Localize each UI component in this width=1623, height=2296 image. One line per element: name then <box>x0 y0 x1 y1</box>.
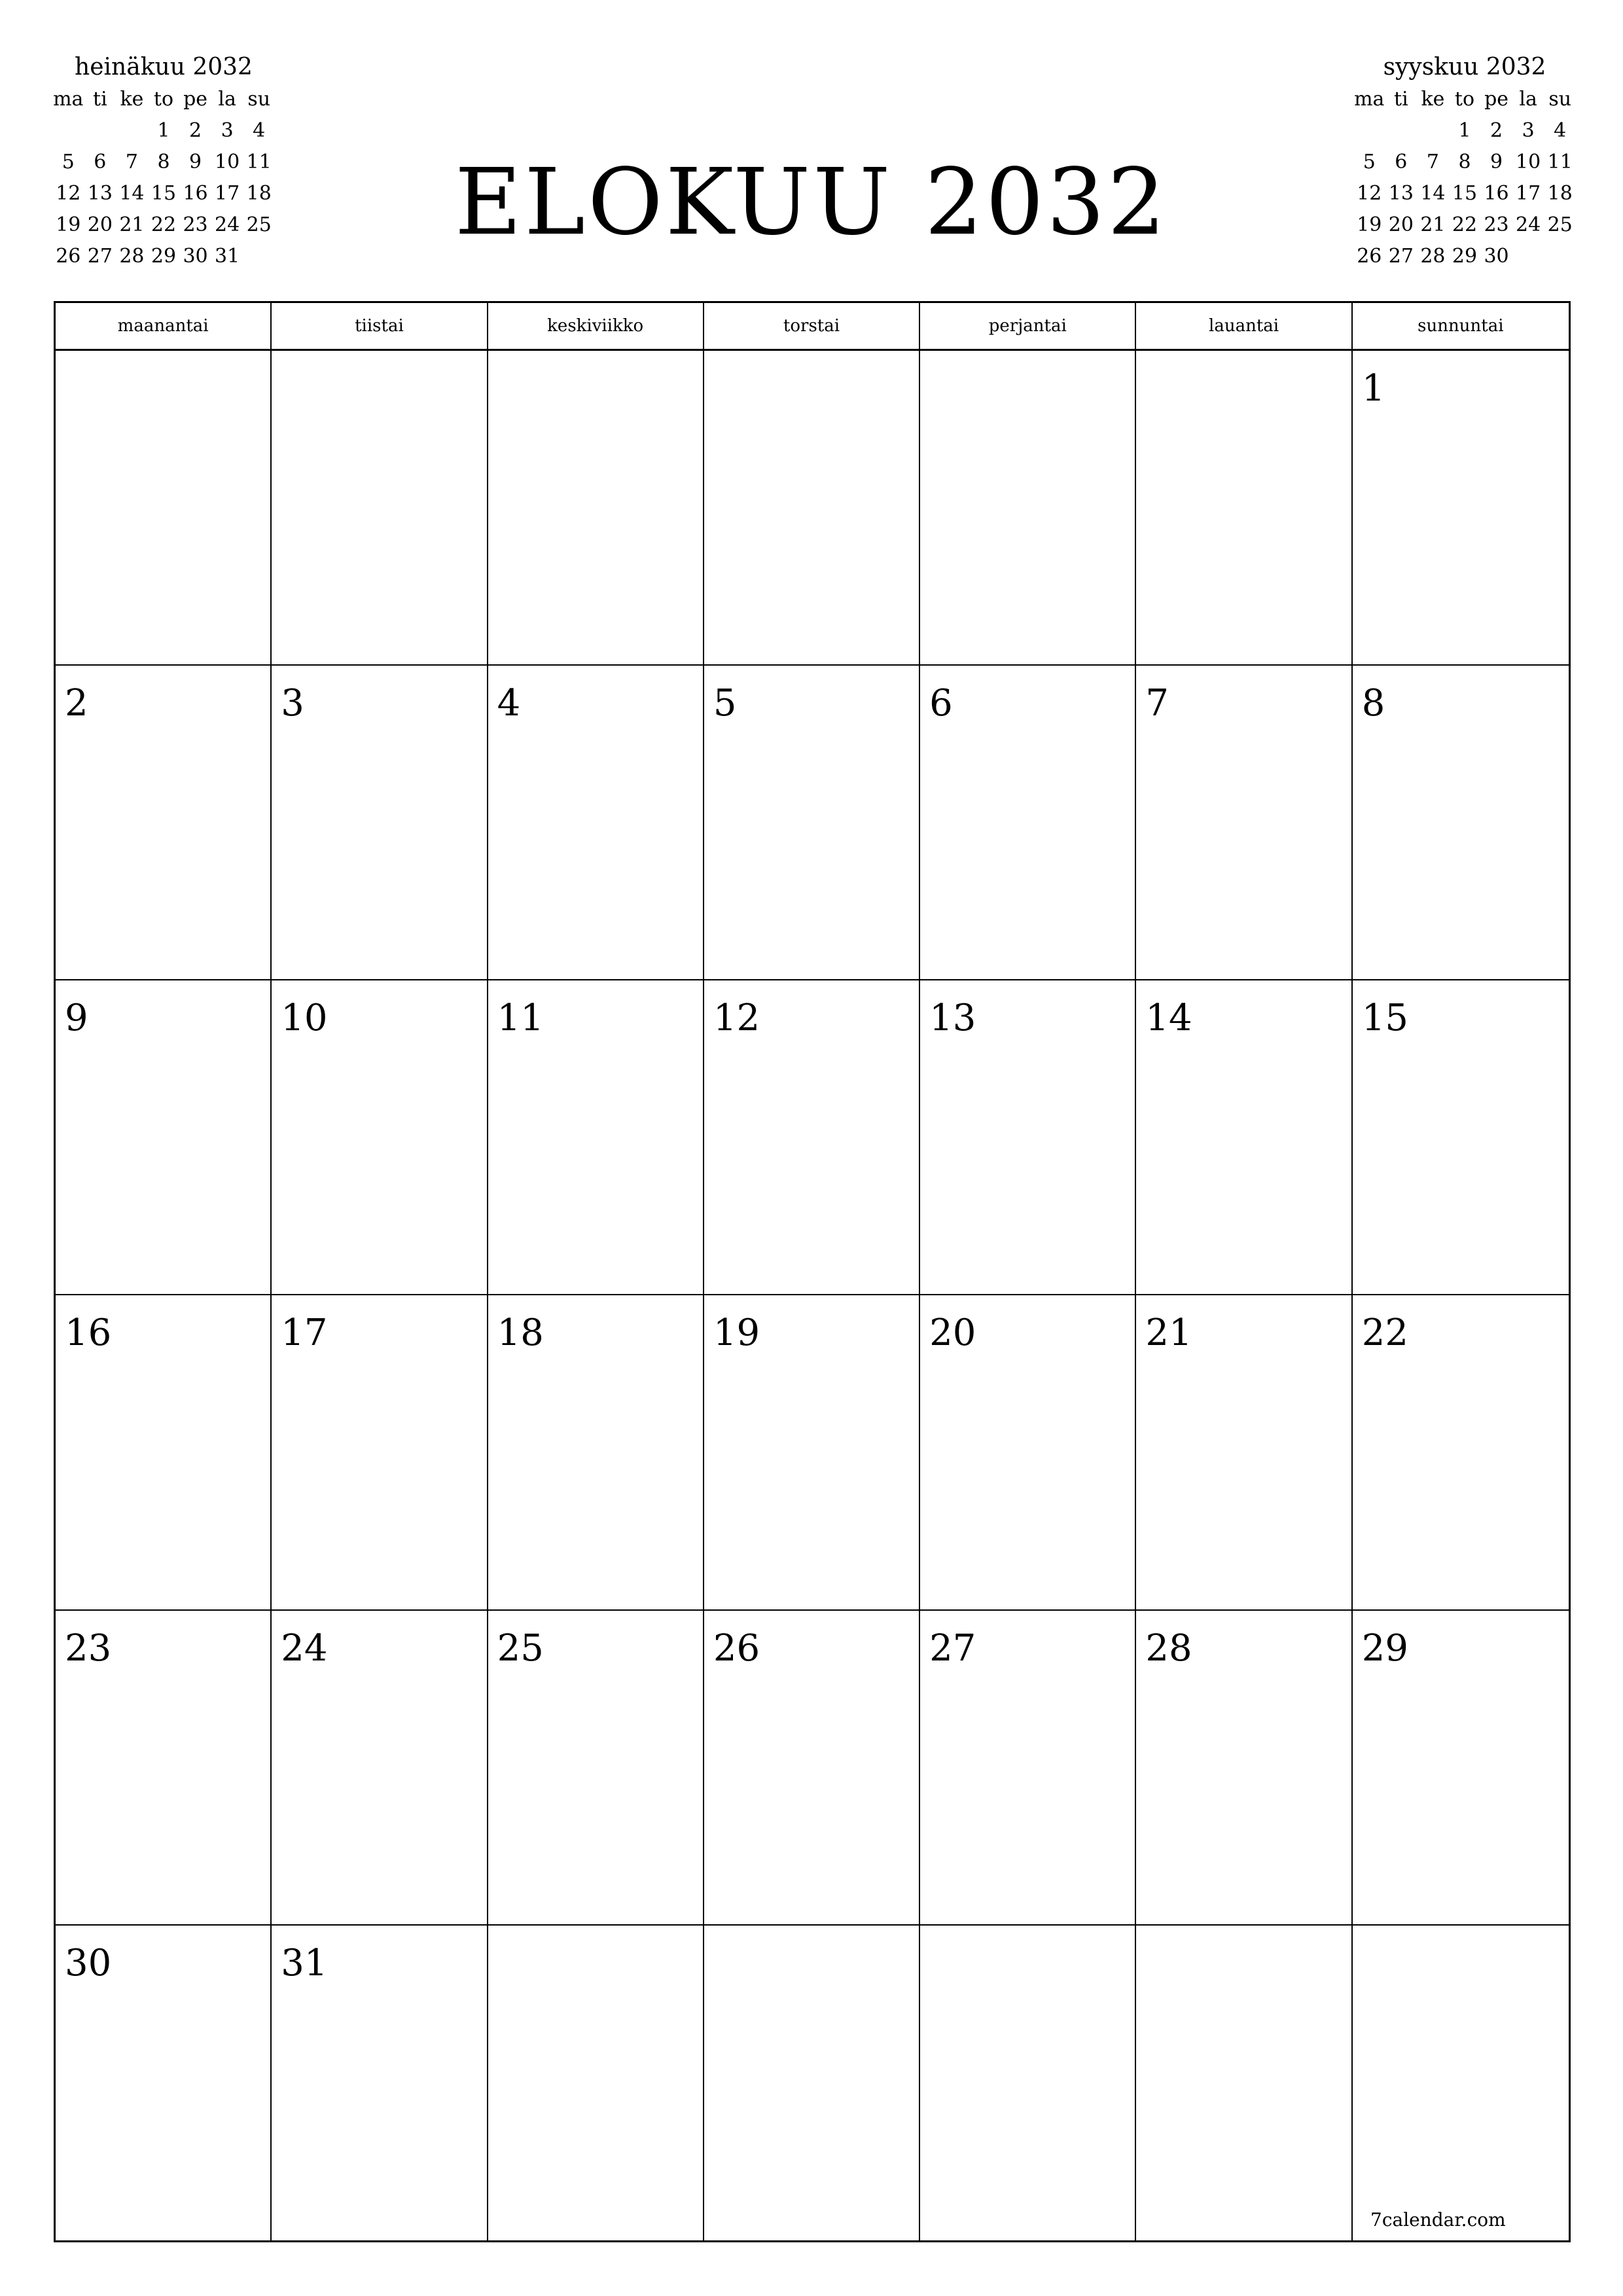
mini-day: 2 <box>1490 119 1503 142</box>
day-number: 6 <box>929 682 953 725</box>
mini-day: 14 <box>119 182 145 205</box>
mini-weekday-label: pe <box>183 88 208 111</box>
mini-day <box>1544 241 1576 272</box>
mini-day: 8 <box>1458 151 1471 173</box>
mini-day: 3 <box>1522 119 1535 142</box>
mini-day: 1 <box>1458 119 1471 142</box>
mini-day: 1 <box>157 119 170 142</box>
day-number: 10 <box>281 997 328 1040</box>
day-cell[interactable] <box>56 1295 272 1610</box>
day-cell[interactable] <box>1353 1295 1569 1610</box>
day-cell[interactable] <box>272 980 488 1295</box>
mini-day: 10 <box>1516 151 1541 173</box>
weekday-header: tiistai <box>272 303 488 349</box>
mini-weekday-label: ke <box>1421 88 1445 111</box>
mini-calendar-grid <box>1353 84 1576 272</box>
mini-day: 12 <box>1357 182 1382 205</box>
day-number: 5 <box>713 682 737 725</box>
mini-day: 28 <box>119 245 145 268</box>
mini-day: 18 <box>246 182 272 205</box>
day-cell[interactable] <box>1136 1926 1352 2240</box>
day-cell[interactable] <box>272 1295 488 1610</box>
day-number: 18 <box>497 1312 544 1355</box>
day-number: 3 <box>281 682 304 725</box>
mini-weekday-label: la <box>218 88 236 111</box>
mini-day: 6 <box>94 151 107 173</box>
mini-day: 30 <box>183 245 208 268</box>
mini-weekday-label: su <box>247 88 271 111</box>
day-cell[interactable] <box>56 666 272 980</box>
day-number: 21 <box>1145 1312 1192 1355</box>
mini-calendar-next <box>1353 51 1576 272</box>
mini-day: 17 <box>1516 182 1541 205</box>
mini-day: 19 <box>56 213 81 236</box>
mini-day: 14 <box>1420 182 1446 205</box>
day-number: 9 <box>65 997 88 1040</box>
day-number: 19 <box>713 1312 760 1355</box>
day-cell[interactable] <box>704 1611 920 1926</box>
mini-day <box>243 241 275 272</box>
mini-day: 31 <box>215 245 240 268</box>
mini-day: 7 <box>125 151 138 173</box>
day-cell[interactable] <box>920 1926 1136 2240</box>
page-title: ELOKUU 2032 <box>454 149 1169 256</box>
day-number: 25 <box>497 1626 544 1670</box>
mini-weekday-label: ma <box>1354 88 1385 111</box>
weekday-header: sunnuntai <box>1418 316 1504 336</box>
mini-day: 24 <box>215 213 240 236</box>
mini-day: 26 <box>1357 245 1382 268</box>
mini-day: 7 <box>1426 151 1439 173</box>
mini-calendar-grid <box>52 84 275 272</box>
day-number: 8 <box>1361 682 1385 725</box>
mini-day: 16 <box>1484 182 1509 205</box>
brand-label: 7calendar.com <box>1370 2209 1506 2231</box>
day-number: 15 <box>1361 997 1408 1040</box>
mini-day: 4 <box>253 119 266 142</box>
mini-weekday-label: la <box>1519 88 1537 111</box>
day-cell[interactable] <box>704 1926 920 2240</box>
day-cell[interactable] <box>272 1926 488 2240</box>
day-cell[interactable] <box>272 1611 488 1926</box>
mini-day: 9 <box>189 151 202 173</box>
mini-day <box>1512 241 1544 272</box>
day-number: 26 <box>713 1626 760 1670</box>
mini-day: 6 <box>1395 151 1408 173</box>
mini-day: 16 <box>183 182 208 205</box>
mini-day: 13 <box>1388 182 1414 205</box>
day-number: 14 <box>1145 997 1192 1040</box>
mini-day: 4 <box>1554 119 1567 142</box>
day-cell[interactable] <box>1353 351 1569 666</box>
mini-day: 5 <box>1363 151 1376 173</box>
day-cell[interactable] <box>920 980 1136 1295</box>
mini-day: 28 <box>1420 245 1446 268</box>
day-cell[interactable] <box>56 1926 272 2240</box>
mini-day: 15 <box>151 182 177 205</box>
mini-day: 8 <box>157 151 170 173</box>
day-cell[interactable] <box>56 351 272 666</box>
mini-day: 22 <box>1452 213 1478 236</box>
mini-day: 3 <box>221 119 234 142</box>
day-cell[interactable] <box>1353 1611 1569 1926</box>
mini-day: 21 <box>119 213 145 236</box>
day-number: 4 <box>497 682 521 725</box>
month-calendar <box>54 301 1571 2242</box>
mini-weekday-label: to <box>153 88 174 111</box>
mini-weekday-label: ma <box>53 88 84 111</box>
day-cell[interactable] <box>704 1295 920 1610</box>
day-number: 2 <box>65 682 88 725</box>
mini-weekday-label: ke <box>120 88 144 111</box>
day-cell[interactable] <box>488 666 704 980</box>
day-cell[interactable] <box>488 980 704 1295</box>
mini-weekday-label: to <box>1454 88 1475 111</box>
mini-day: 20 <box>1388 213 1414 236</box>
mini-day <box>1385 115 1418 147</box>
day-number: 22 <box>1361 1312 1408 1355</box>
mini-day: 21 <box>1420 213 1446 236</box>
day-cell[interactable] <box>704 980 920 1295</box>
mini-weekday-label: pe <box>1484 88 1509 111</box>
weekday-header: lauantai <box>1136 303 1352 349</box>
mini-day: 18 <box>1547 182 1573 205</box>
mini-calendar-title: syyskuu 2032 <box>1383 54 1546 81</box>
day-number: 29 <box>1361 1626 1408 1670</box>
mini-day: 11 <box>246 151 272 173</box>
weekday-header-row <box>56 303 1569 351</box>
mini-calendar-prev <box>52 51 275 272</box>
day-cell[interactable] <box>704 666 920 980</box>
mini-day: 30 <box>1484 245 1509 268</box>
mini-day: 19 <box>1357 213 1382 236</box>
day-cell[interactable] <box>920 351 1136 666</box>
day-number: 16 <box>65 1312 112 1355</box>
day-number: 28 <box>1145 1626 1192 1670</box>
weekday-header: keskiviikko <box>488 303 704 349</box>
day-cell[interactable] <box>272 666 488 980</box>
mini-day: 29 <box>1452 245 1478 268</box>
day-number: 11 <box>497 997 544 1040</box>
mini-day: 11 <box>1547 151 1573 173</box>
mini-day: 23 <box>1484 213 1509 236</box>
day-number: 7 <box>1145 682 1169 725</box>
day-cell[interactable] <box>56 1611 272 1926</box>
day-number: 24 <box>281 1626 328 1670</box>
mini-weekday-label: ti <box>1394 88 1408 111</box>
mini-day: 29 <box>151 245 177 268</box>
day-cell[interactable] <box>920 1611 1136 1926</box>
day-cell[interactable] <box>1136 1611 1352 1926</box>
mini-calendar-title: heinäkuu 2032 <box>75 54 253 81</box>
mini-day: 15 <box>1452 182 1478 205</box>
mini-day: 13 <box>87 182 113 205</box>
day-grid <box>56 351 1569 2240</box>
day-cell[interactable] <box>704 351 920 666</box>
day-number: 31 <box>281 1941 328 1984</box>
mini-day: 12 <box>56 182 81 205</box>
day-cell[interactable] <box>1136 980 1352 1295</box>
day-cell[interactable] <box>56 980 272 1295</box>
mini-day: 27 <box>1388 245 1414 268</box>
mini-day <box>1417 115 1449 147</box>
mini-day <box>116 115 148 147</box>
day-cell[interactable] <box>272 351 488 666</box>
day-cell[interactable] <box>1136 351 1352 666</box>
day-number: 13 <box>929 997 976 1040</box>
mini-day: 25 <box>246 213 272 236</box>
mini-day: 20 <box>87 213 113 236</box>
weekday-header: maanantai <box>56 303 272 349</box>
day-cell[interactable] <box>488 351 704 666</box>
mini-day: 22 <box>151 213 177 236</box>
day-number: 17 <box>281 1312 328 1355</box>
day-cell[interactable] <box>1353 666 1569 980</box>
day-cell[interactable] <box>488 1295 704 1610</box>
day-cell[interactable] <box>488 1611 704 1926</box>
mini-weekday-label: ti <box>93 88 107 111</box>
mini-day: 5 <box>62 151 75 173</box>
mini-day: 17 <box>215 182 240 205</box>
day-number: 12 <box>713 997 760 1040</box>
day-number: 1 <box>1361 367 1385 410</box>
mini-day: 10 <box>215 151 240 173</box>
day-cell[interactable] <box>1353 1926 1569 2240</box>
mini-day: 23 <box>183 213 208 236</box>
mini-day <box>1353 115 1385 147</box>
mini-weekday-label: su <box>1548 88 1572 111</box>
mini-day: 9 <box>1490 151 1503 173</box>
day-cell[interactable] <box>1353 980 1569 1295</box>
day-number: 23 <box>65 1626 112 1670</box>
mini-day: 24 <box>1516 213 1541 236</box>
weekday-header: perjantai <box>920 303 1136 349</box>
day-cell[interactable] <box>488 1926 704 2240</box>
mini-day: 26 <box>56 245 81 268</box>
day-cell[interactable] <box>920 666 1136 980</box>
day-number: 30 <box>65 1941 112 1984</box>
day-number: 27 <box>929 1626 976 1670</box>
mini-day: 2 <box>189 119 202 142</box>
day-cell[interactable] <box>1136 1295 1352 1610</box>
day-cell[interactable] <box>1136 666 1352 980</box>
day-number: 20 <box>929 1312 976 1355</box>
day-cell[interactable] <box>920 1295 1136 1610</box>
mini-day: 25 <box>1547 213 1573 236</box>
mini-day: 27 <box>87 245 113 268</box>
mini-day <box>84 115 116 147</box>
weekday-header: torstai <box>704 303 920 349</box>
mini-day <box>52 115 84 147</box>
